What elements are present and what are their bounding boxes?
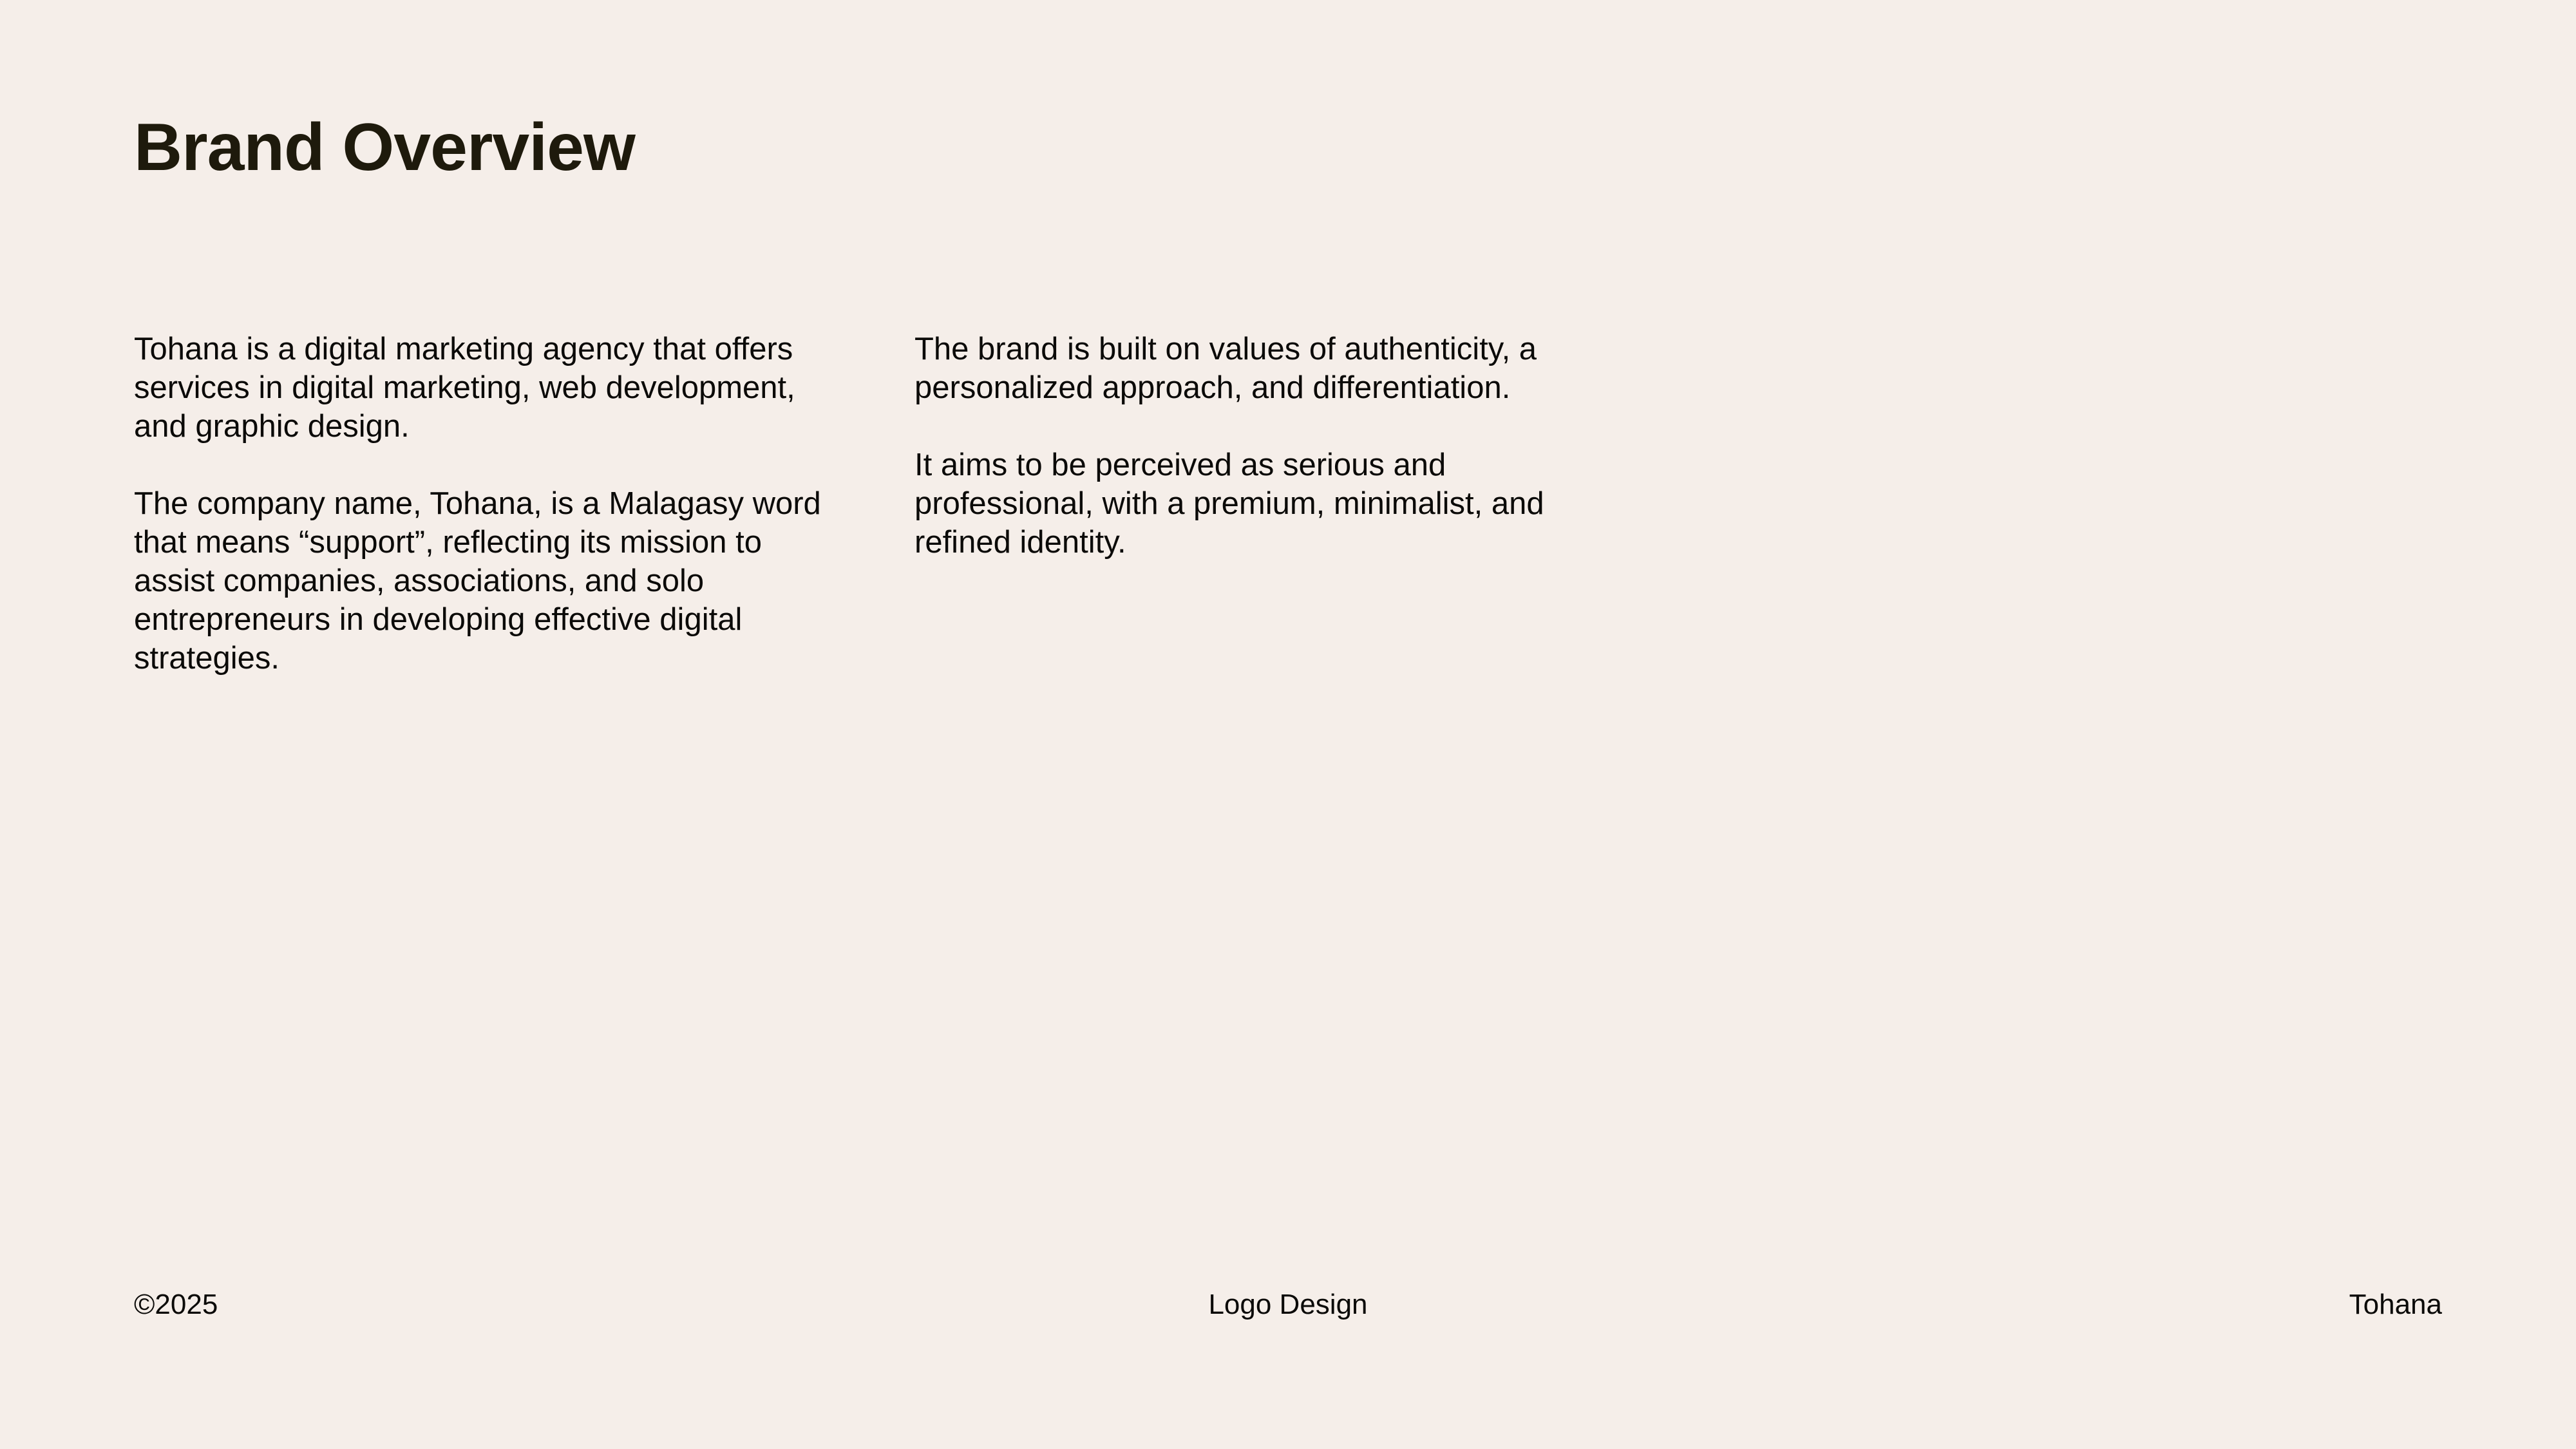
paragraph-values: The brand is built on values of authenticity, a personalized approach, and differentiation. (914, 332, 1537, 405)
footer-copyright: ©2025 (134, 1289, 218, 1320)
left-column (134, 330, 842, 716)
paragraph-perception: It aims to be perceived as serious and professional, with a premium, minimalist, and refined identity. (914, 448, 1544, 560)
right-column (914, 330, 1623, 600)
footer-section-label: Logo Design (1208, 1289, 1368, 1320)
footer-brand-name: Tohana (2349, 1289, 2442, 1320)
page-title: Brand Overview (134, 110, 635, 185)
paragraph-name-meaning: The company name, Tohana, is a Malagasy word that means “support”, reflecting its mission to assist companies, associations, and solo entrepreneurs in developing effective digital strategies. (134, 486, 821, 676)
paragraph-intro: Tohana is a digital marketing agency that offers services in digital marketing, web development, and graphic design. (134, 332, 795, 444)
